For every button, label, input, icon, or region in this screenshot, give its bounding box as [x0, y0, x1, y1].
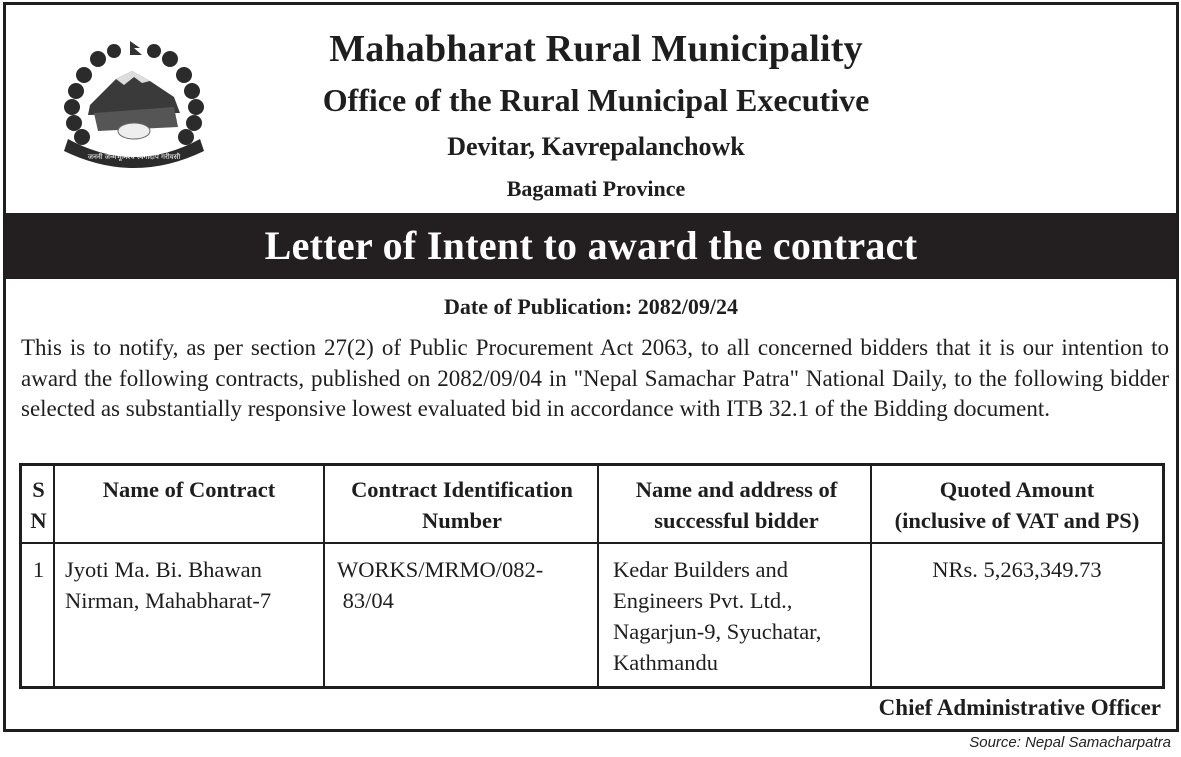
office-location: Devitar, Kavrepalanchowk — [447, 132, 745, 161]
source-credit: Source: Nepal Samacharpatra — [969, 734, 1171, 751]
province-name: Bagamati Province — [506, 176, 686, 201]
cell-contract-id: WORKS/MRMO/082- 83/04 — [324, 543, 598, 688]
header-contract-id: Contract Identification Number — [324, 465, 598, 544]
header-quoted-amount: Quoted Amount (inclusive of VAT and PS) — [871, 465, 1164, 544]
header-bidder: Name and address of successful bidder — [598, 465, 871, 544]
notice-body-paragraph: This is to notify, as per section 27(2) of Public Procurement Act 2063, to all concerned bidders that it is our intention to award the following contracts, published on 2082/09/04 in "Nepal Samachar Patra" National Daily, to the following bidder selected as substantially responsive lowest evaluated bid in accordance with ITB 32.1 of the Bidding document. — [21, 335, 1169, 421]
notice-title-banner: Letter of Intent to award the contract — [6, 213, 1176, 279]
signatory-title: Chief Administrative Officer — [878, 695, 1161, 720]
table-header-row — [21, 465, 1164, 544]
publication-date: Date of Publication: 2082/09/24 — [444, 294, 738, 319]
header-sn: S N — [21, 465, 55, 544]
municipality-name: Mahabharat Rural Municipality — [329, 28, 863, 70]
cell-contract-name: Jyoti Ma. Bi. Bhawan Nirman, Mahabharat-7 — [54, 543, 324, 688]
cell-quoted-amount: NRs. 5,263,349.73 — [871, 543, 1164, 688]
office-name: Office of the Rural Municipal Executive — [322, 82, 870, 118]
contract-award-table — [19, 463, 1165, 689]
svg-text:जननी जन्मभूमिश्च स्वर्गादपि गर: जननी जन्मभूमिश्च स्वर्गादपि गरीयसी — [87, 153, 181, 161]
table-row — [21, 543, 1164, 688]
notice-frame — [3, 2, 1179, 732]
nepal-government-emblem-icon — [54, 35, 214, 173]
cell-bidder: Kedar Builders and Engineers Pvt. Ltd., Nagarjun-9, Syuchatar, Kathmandu — [598, 543, 871, 688]
header-contract-name: Name of Contract — [54, 465, 324, 544]
cell-sn: 1 — [21, 543, 55, 688]
